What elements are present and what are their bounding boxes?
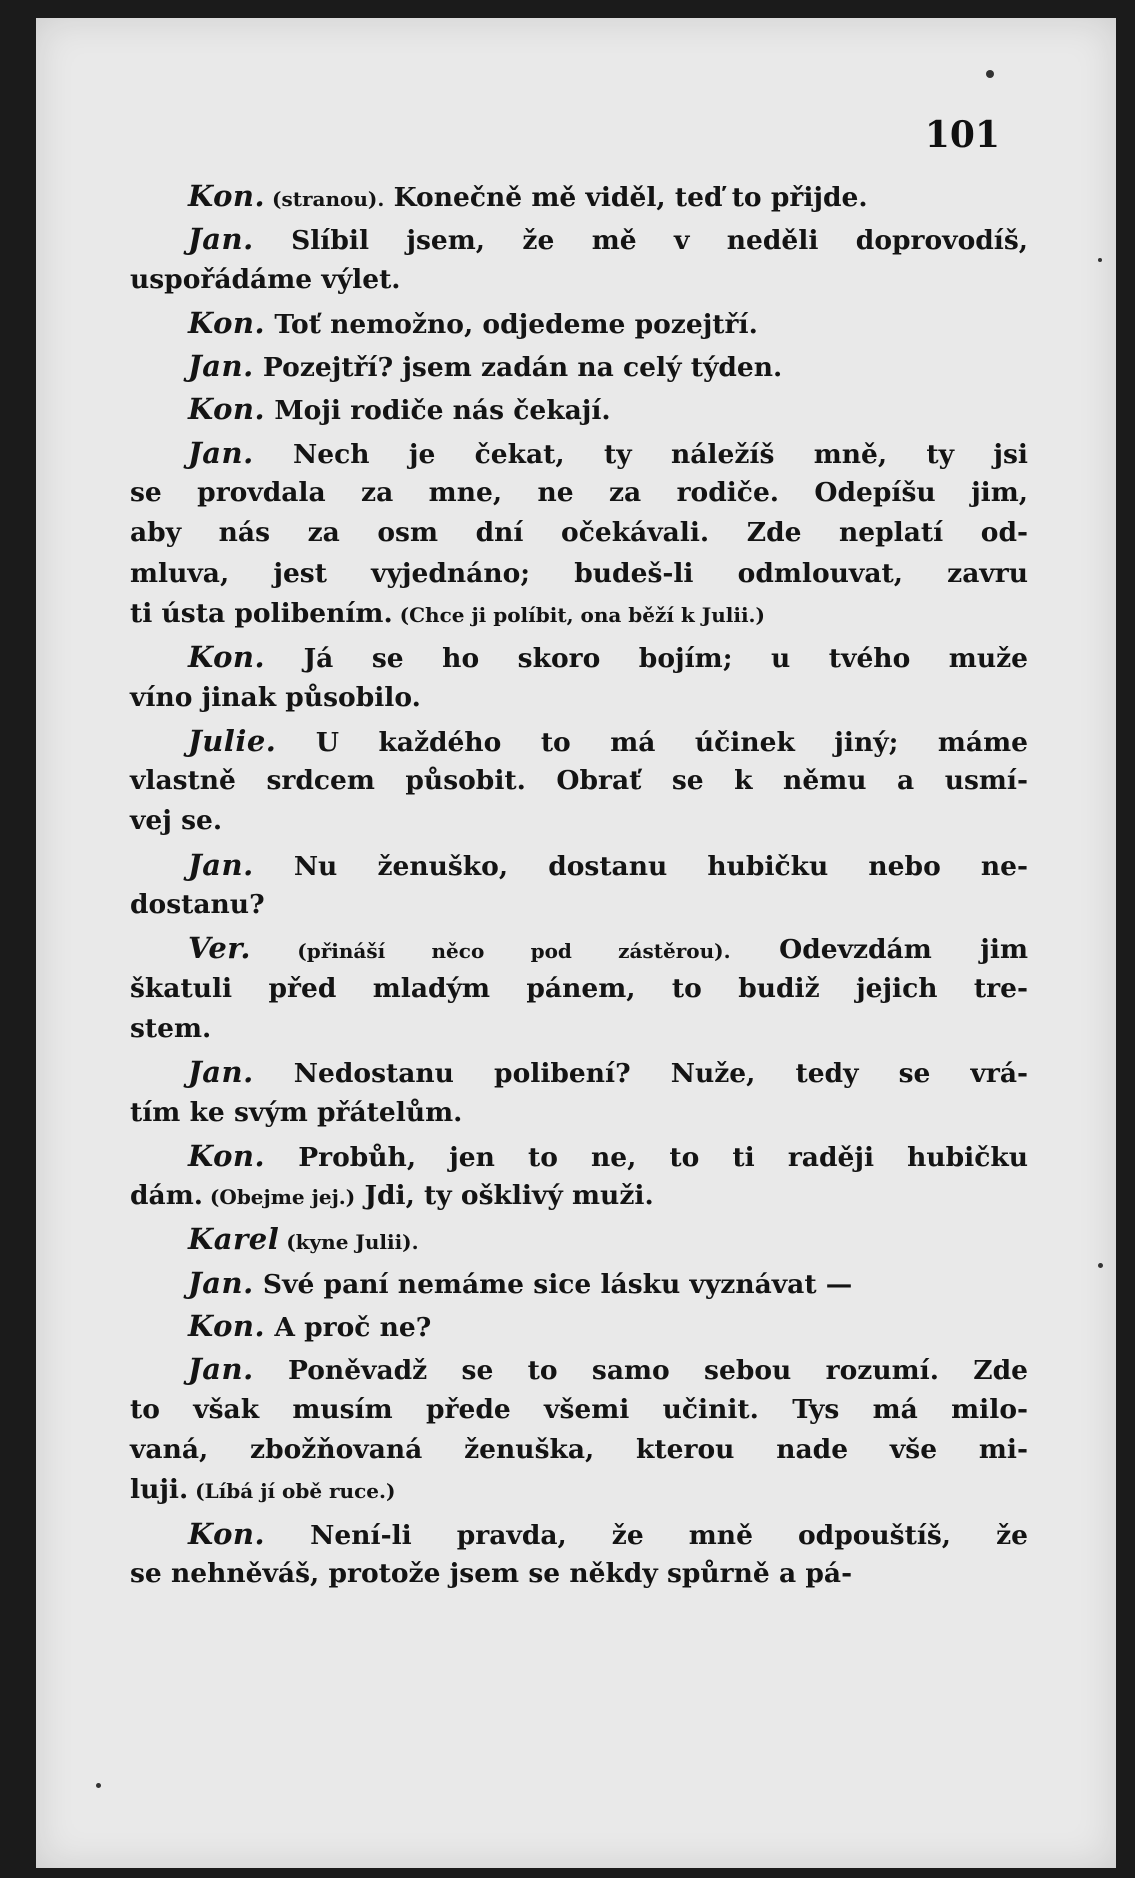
text-line (130, 761, 1028, 801)
text-line (130, 1176, 1028, 1216)
text-line (130, 1136, 1028, 1176)
text-line (130, 1390, 1028, 1430)
text-line (130, 928, 1028, 968)
dialogue-entry (130, 433, 1028, 634)
text-line (130, 1470, 1028, 1510)
speaker-name: Jan. (188, 349, 254, 384)
dialogue-line-text: A proč ne? (265, 1312, 432, 1344)
speaker-name: Kon. (188, 1138, 266, 1173)
dialogue-line-text: Konečně mě viděl, teď to přijde. (384, 182, 868, 213)
dialogue-line-text: Poněvadž se to samo sebou rozumí. Zde (253, 1355, 1028, 1387)
text-line (130, 219, 1028, 259)
text-line (130, 594, 1028, 634)
dialogue-entry (130, 1136, 1028, 1217)
dialogue-line-text: Odevzdám jim (730, 934, 1029, 966)
dialogue-line-text: dostanu? (130, 889, 265, 921)
dialogue-entry (130, 721, 1028, 842)
ink-speck (986, 70, 994, 78)
dialogue-line-text: uspořádáme výlet. (130, 263, 401, 295)
speaker-name: Ver. (188, 931, 252, 966)
speaker-name: Kon. (188, 392, 266, 427)
text-line (130, 260, 1028, 300)
speaker-name: Jan. (188, 847, 254, 882)
book-page (36, 18, 1116, 1868)
dialogue-line-text: mluva, jest vyjednáno; budeš-li odmlouvat, zavru (130, 557, 1028, 589)
dialogue-line-text: tím ke svým přátelům. (130, 1096, 463, 1128)
dialogue-line-text: Nech je čekat, ty náležíš mně, ty jsi (253, 438, 1028, 470)
text-line (130, 433, 1028, 473)
speaker-name: Karel (188, 1222, 280, 1257)
text-line (130, 473, 1028, 513)
ink-speck (1098, 1263, 1103, 1268)
dialogue-line-text: Jdi, ty ošklivý muži. (355, 1180, 654, 1212)
dialogue-entry (130, 1263, 1028, 1303)
text-line (130, 678, 1028, 718)
stage-direction: (kyne Julii). (279, 1230, 419, 1255)
dialogue-line-text: ti ústa polibením. (130, 597, 393, 629)
dialogue-entry (130, 1349, 1028, 1510)
dialogue-entry (130, 219, 1028, 300)
stage-direction: (Chce ji políbit, ona běží k Julii.) (392, 602, 765, 627)
ink-speck (96, 1783, 101, 1788)
text-line (130, 513, 1028, 553)
stage-direction: (stranou). (265, 187, 385, 211)
dialogue-line-text: Probůh, jen to ne, to ti raději hubičku (265, 1141, 1028, 1173)
dialogue-line-text: aby nás za osm dní očekávali. Zde neplatí od- (130, 517, 1028, 549)
text-line (130, 885, 1028, 925)
text-line (130, 176, 1028, 216)
dialogue-entry (130, 1219, 1028, 1259)
dialogue-line-text: to však musím přede všemi učinit. Tys má milo- (130, 1393, 1028, 1425)
dialogue-line-text: Já se ho skoro bojím; u tvého muže (265, 643, 1028, 675)
dialogue-entry (130, 928, 1028, 1049)
speaker-name: Kon. (188, 640, 266, 675)
dialogue-text (130, 176, 1028, 1594)
speaker-name: Kon. (188, 1309, 266, 1344)
speaker-name: Kon. (188, 305, 266, 340)
dialogue-entry (130, 389, 1028, 429)
ink-speck (1098, 258, 1102, 262)
stage-direction: (Líbá jí obě ruce.) (188, 1479, 396, 1504)
stage-direction: (přináší něco pod zástěrou). (251, 939, 731, 964)
dialogue-entry (130, 1514, 1028, 1595)
speaker-name: Jan. (188, 435, 254, 470)
speaker-name: Jan. (188, 1352, 254, 1387)
text-line (130, 1554, 1028, 1594)
dialogue-entry (130, 1306, 1028, 1346)
text-line (130, 1263, 1028, 1303)
dialogue-line-text: Slíbil jsem, že mě v neděli doprovodíš, (253, 225, 1028, 257)
text-line (130, 1430, 1028, 1470)
dialogue-line-text: U každého to má účinek jiný; máme (276, 726, 1028, 758)
dialogue-entry (130, 845, 1028, 926)
dialogue-entry (130, 1052, 1028, 1133)
text-line (130, 1219, 1028, 1259)
speaker-name: Jan. (188, 1265, 254, 1300)
text-line (130, 554, 1028, 594)
stage-direction: (Obejme jej.) (202, 1185, 356, 1210)
speaker-name: Kon. (188, 179, 266, 213)
text-line (130, 801, 1028, 841)
dialogue-line-text: škatuli před mladým pánem, to budiž jejich tre- (130, 972, 1028, 1004)
dialogue-line-text: Není-li pravda, že mně odpouštíš, že (265, 1519, 1028, 1551)
dialogue-line-text: Pozejtří? jsem zadán na celý týden. (253, 352, 783, 384)
text-line (130, 1349, 1028, 1389)
speaker-name: Kon. (188, 1516, 266, 1551)
text-line (130, 303, 1028, 343)
dialogue-line-text: vaná, zbožňovaná ženuška, kterou nade vše mi- (130, 1433, 1028, 1465)
text-line (130, 721, 1028, 761)
dialogue-entry (130, 303, 1028, 343)
dialogue-entry (130, 346, 1028, 386)
speaker-name: Julie. (188, 723, 277, 758)
text-line (130, 346, 1028, 386)
speaker-name: Jan. (188, 222, 254, 257)
text-line (130, 1514, 1028, 1554)
text-line (130, 637, 1028, 677)
dialogue-line-text: stem. (130, 1012, 212, 1044)
dialogue-entry (130, 176, 1028, 216)
text-line (130, 1306, 1028, 1346)
dialogue-line-text: Nedostanu polibení? Nuže, tedy se vrá- (253, 1058, 1028, 1090)
text-line (130, 845, 1028, 885)
dialogue-line-text: Své paní nemáme sice lásku vyznávat — (253, 1268, 853, 1300)
text-line (130, 1052, 1028, 1092)
text-line (130, 1093, 1028, 1133)
text-line (130, 389, 1028, 429)
dialogue-entry (130, 637, 1028, 718)
text-line (130, 969, 1028, 1009)
page-number: 101 (924, 114, 1000, 156)
dialogue-line-text: Moji rodiče nás čekají. (265, 395, 611, 427)
speaker-name: Jan. (188, 1055, 254, 1090)
text-line (130, 1009, 1028, 1049)
dialogue-line-text: dám. (130, 1180, 203, 1212)
dialogue-line-text: se nehněváš, protože jsem se někdy spůrně a pá- (130, 1557, 853, 1589)
dialogue-line-text: luji. (130, 1474, 189, 1506)
dialogue-line-text: Toť nemožno, odjedeme pozejtří. (265, 308, 758, 340)
dialogue-line-text: vej se. (130, 805, 223, 837)
dialogue-line-text: vlastně srdcem působit. Obrať se k němu a usmí- (130, 765, 1028, 797)
dialogue-line-text: se provdala za mne, ne za rodiče. Odepíšu jim, (130, 477, 1028, 509)
dialogue-line-text: víno jinak působilo. (130, 681, 421, 713)
dialogue-line-text: Nu ženuško, dostanu hubičku nebo ne- (253, 850, 1028, 882)
